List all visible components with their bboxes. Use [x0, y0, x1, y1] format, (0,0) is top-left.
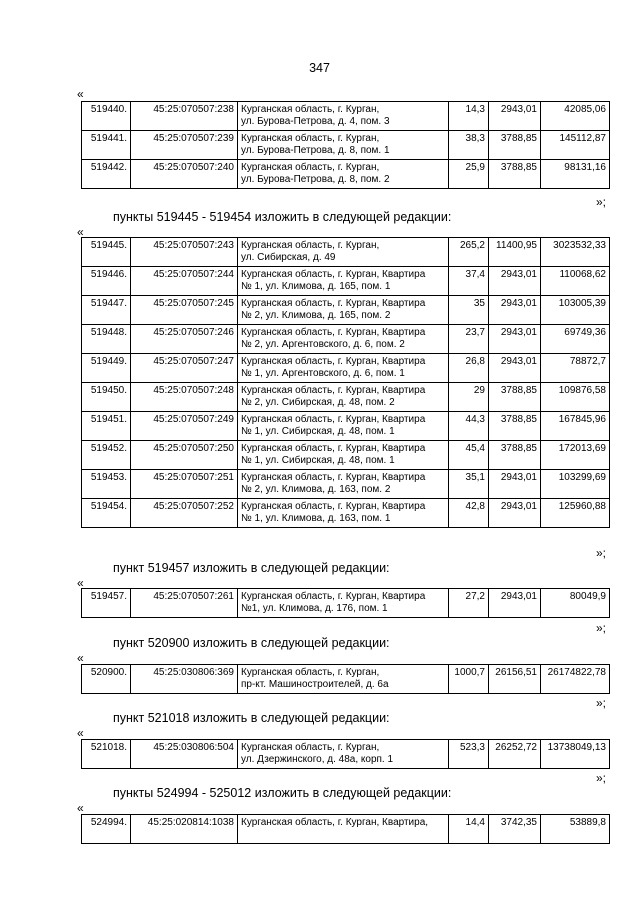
cadastral-number: 45:25:070507:238 [131, 102, 238, 131]
address-line: № 1, ул. Сибирская, д. 48, пом. 1 [241, 455, 395, 466]
address [238, 815, 449, 844]
unit-price: 2943,01 [489, 354, 541, 383]
area-value: 265,2 [449, 238, 489, 267]
row-number: 519442. [82, 160, 131, 189]
cadastral-number: 45:25:070507:251 [131, 470, 238, 499]
address [238, 383, 449, 412]
quote-open: « [77, 576, 84, 590]
cadastral-number: 45:25:070507:249 [131, 412, 238, 441]
section-instruction: пункты 524994 - 525012 изложить в следующей редакции: [113, 786, 452, 800]
row-number: 519440. [82, 102, 131, 131]
address-line: ул. Дзержинского, д. 48а, корп. 1 [241, 754, 394, 765]
address-line: Курганская область, г. Курган, [241, 667, 380, 678]
address-line: пр-кт. Машиностроителей, д. 6а [241, 679, 389, 690]
row-number: 519457. [82, 589, 131, 618]
cadastral-value: 103005,39 [541, 296, 610, 325]
table-row [82, 499, 610, 528]
quote-close: »; [596, 546, 607, 560]
section-instruction: пункт 521018 изложить в следующей редакции: [113, 711, 390, 725]
cadastral-value: 78872,7 [541, 354, 610, 383]
row-number: 519441. [82, 131, 131, 160]
address-line: № 1, ул. Сибирская, д. 48, пом. 1 [241, 426, 395, 437]
unit-price: 3788,85 [489, 131, 541, 160]
unit-price: 2943,01 [489, 589, 541, 618]
table-row [82, 470, 610, 499]
row-number: 521018. [82, 740, 131, 769]
area-value: 38,3 [449, 131, 489, 160]
address-line: № 1, ул. Климова, д. 163, пом. 1 [241, 513, 391, 524]
area-value: 26,8 [449, 354, 489, 383]
section-instruction: пункт 520900 изложить в следующей редакции: [113, 636, 390, 650]
address [238, 412, 449, 441]
address [238, 589, 449, 618]
unit-price: 11400,95 [489, 238, 541, 267]
address-line: №1, ул. Климова, д. 176, пом. 1 [241, 603, 388, 614]
quote-close: »; [596, 771, 607, 785]
area-value: 25,9 [449, 160, 489, 189]
section-instruction: пункт 519457 изложить в следующей редакции: [113, 561, 390, 575]
cadastral-number: 45:25:020814:1038 [131, 815, 238, 844]
row-number: 519452. [82, 441, 131, 470]
address-line: Курганская область, г. Курган, [241, 742, 380, 753]
table-row [82, 740, 610, 769]
address-line: Курганская область, г. Курган, Квартира [241, 327, 426, 338]
area-value: 523,3 [449, 740, 489, 769]
quote-open: « [77, 651, 84, 665]
table-row [82, 383, 610, 412]
row-number: 519451. [82, 412, 131, 441]
row-number: 519447. [82, 296, 131, 325]
address-line: Курганская область, г. Курган, Квартира [241, 269, 426, 280]
address-line: № 1, ул. Климова, д. 165, пом. 1 [241, 281, 391, 292]
table-row [82, 815, 610, 844]
cadastral-number: 45:25:070507:248 [131, 383, 238, 412]
address-line: ул. Бурова-Петрова, д. 8, пом. 2 [241, 174, 390, 185]
unit-price: 2943,01 [489, 296, 541, 325]
address-line: № 2, ул. Сибирская, д. 48, пом. 2 [241, 397, 395, 408]
cadastral-number: 45:25:070507:250 [131, 441, 238, 470]
address [238, 267, 449, 296]
unit-price: 2943,01 [489, 267, 541, 296]
address-line: Курганская область, г. Курган, Квартира [241, 356, 426, 367]
unit-price: 3788,85 [489, 412, 541, 441]
cadastral-value: 13738049,13 [541, 740, 610, 769]
address-line: Курганская область, г. Курган, [241, 240, 380, 251]
address [238, 740, 449, 769]
cadastral-number: 45:25:070507:244 [131, 267, 238, 296]
data-table [81, 588, 610, 618]
address-line: Курганская область, г. Курган, Квартира [241, 414, 426, 425]
address [238, 131, 449, 160]
unit-price: 2943,01 [489, 102, 541, 131]
unit-price: 3788,85 [489, 441, 541, 470]
address-line: Курганская область, г. Курган, [241, 133, 380, 144]
address-line: Курганская область, г. Курган, Квартира [241, 591, 426, 602]
address [238, 160, 449, 189]
cadastral-number: 45:25:070507:245 [131, 296, 238, 325]
address-line: Курганская область, г. Курган, Квартира, [241, 817, 429, 828]
cadastral-value: 125960,88 [541, 499, 610, 528]
unit-price: 26252,72 [489, 740, 541, 769]
table-row [82, 665, 610, 694]
table-row [82, 131, 610, 160]
table-row [82, 354, 610, 383]
address-line: ул. Сибирская, д. 49 [241, 252, 336, 263]
data-table [81, 101, 610, 189]
data-table [81, 664, 610, 694]
table-row [82, 160, 610, 189]
cadastral-value: 80049,9 [541, 589, 610, 618]
cadastral-number: 45:25:070507:246 [131, 325, 238, 354]
cadastral-number: 45:25:070507:243 [131, 238, 238, 267]
area-value: 14,3 [449, 102, 489, 131]
address-line: Курганская область, г. Курган, Квартира [241, 501, 426, 512]
table-row [82, 412, 610, 441]
area-value: 29 [449, 383, 489, 412]
row-number: 519450. [82, 383, 131, 412]
data-table [81, 237, 610, 528]
address [238, 238, 449, 267]
cadastral-number: 45:25:030806:369 [131, 665, 238, 694]
area-value: 27,2 [449, 589, 489, 618]
area-value: 35 [449, 296, 489, 325]
address-line: ул. Бурова-Петрова, д. 8, пом. 1 [241, 145, 390, 156]
unit-price: 2943,01 [489, 325, 541, 354]
cadastral-value: 145112,87 [541, 131, 610, 160]
address-line: Курганская область, г. Курган, Квартира [241, 385, 426, 396]
address-line: Курганская область, г. Курган, Квартира [241, 298, 426, 309]
row-number: 519453. [82, 470, 131, 499]
table-row [82, 589, 610, 618]
cadastral-number: 45:25:070507:252 [131, 499, 238, 528]
cadastral-value: 167845,96 [541, 412, 610, 441]
quote-close: »; [596, 621, 607, 635]
cadastral-value: 172013,69 [541, 441, 610, 470]
cadastral-value: 98131,16 [541, 160, 610, 189]
area-value: 1000,7 [449, 665, 489, 694]
cadastral-value: 42085,06 [541, 102, 610, 131]
cadastral-value: 3023532,33 [541, 238, 610, 267]
row-number: 520900. [82, 665, 131, 694]
cadastral-number: 45:25:070507:239 [131, 131, 238, 160]
address-line: Курганская область, г. Курган, [241, 162, 380, 173]
address [238, 665, 449, 694]
section-instruction: пункты 519445 - 519454 изложить в следующей редакции: [113, 210, 452, 224]
data-table [81, 814, 610, 844]
cadastral-value: 69749,36 [541, 325, 610, 354]
cadastral-value: 26174822,78 [541, 665, 610, 694]
address-line: № 2, ул. Климова, д. 165, пом. 2 [241, 310, 391, 321]
address-line: Курганская область, г. Курган, [241, 104, 380, 115]
area-value: 42,8 [449, 499, 489, 528]
table-row [82, 238, 610, 267]
area-value: 44,3 [449, 412, 489, 441]
cadastral-value: 53889,8 [541, 815, 610, 844]
cadastral-value: 109876,58 [541, 383, 610, 412]
address [238, 470, 449, 499]
unit-price: 3788,85 [489, 383, 541, 412]
address [238, 354, 449, 383]
row-number: 519448. [82, 325, 131, 354]
cadastral-value: 110068,62 [541, 267, 610, 296]
quote-open: « [77, 801, 84, 815]
cadastral-number: 45:25:070507:261 [131, 589, 238, 618]
quote-open: « [77, 225, 84, 239]
cadastral-number: 45:25:070507:240 [131, 160, 238, 189]
data-table [81, 739, 610, 769]
unit-price: 26156,51 [489, 665, 541, 694]
address [238, 102, 449, 131]
table-row [82, 267, 610, 296]
area-value: 37,4 [449, 267, 489, 296]
quote-open: « [77, 726, 84, 740]
address [238, 499, 449, 528]
address-line: Курганская область, г. Курган, Квартира [241, 443, 426, 454]
area-value: 35,1 [449, 470, 489, 499]
row-number: 519445. [82, 238, 131, 267]
cadastral-number: 45:25:070507:247 [131, 354, 238, 383]
unit-price: 3788,85 [489, 160, 541, 189]
address-line: ул. Бурова-Петрова, д. 4, пом. 3 [241, 116, 390, 127]
table-row [82, 296, 610, 325]
quote-open: « [77, 87, 84, 101]
address [238, 325, 449, 354]
area-value: 45,4 [449, 441, 489, 470]
address-line: № 1, ул. Аргентовского, д. 6, пом. 1 [241, 368, 405, 379]
table-row [82, 102, 610, 131]
area-value: 14,4 [449, 815, 489, 844]
unit-price: 2943,01 [489, 499, 541, 528]
table-row [82, 325, 610, 354]
address [238, 441, 449, 470]
quote-close: »; [596, 195, 607, 209]
address-line: Курганская область, г. Курган, Квартира [241, 472, 426, 483]
row-number: 519446. [82, 267, 131, 296]
row-number: 519454. [82, 499, 131, 528]
unit-price: 2943,01 [489, 470, 541, 499]
address [238, 296, 449, 325]
cadastral-number: 45:25:030806:504 [131, 740, 238, 769]
address-line: № 2, ул. Климова, д. 163, пом. 2 [241, 484, 391, 495]
cadastral-value: 103299,69 [541, 470, 610, 499]
page-number: 347 [309, 61, 330, 75]
row-number: 519449. [82, 354, 131, 383]
area-value: 23,7 [449, 325, 489, 354]
quote-close: »; [596, 696, 607, 710]
table-row [82, 441, 610, 470]
unit-price: 3742,35 [489, 815, 541, 844]
address-line: № 2, ул. Аргентовского, д. 6, пом. 2 [241, 339, 405, 350]
row-number: 524994. [82, 815, 131, 844]
